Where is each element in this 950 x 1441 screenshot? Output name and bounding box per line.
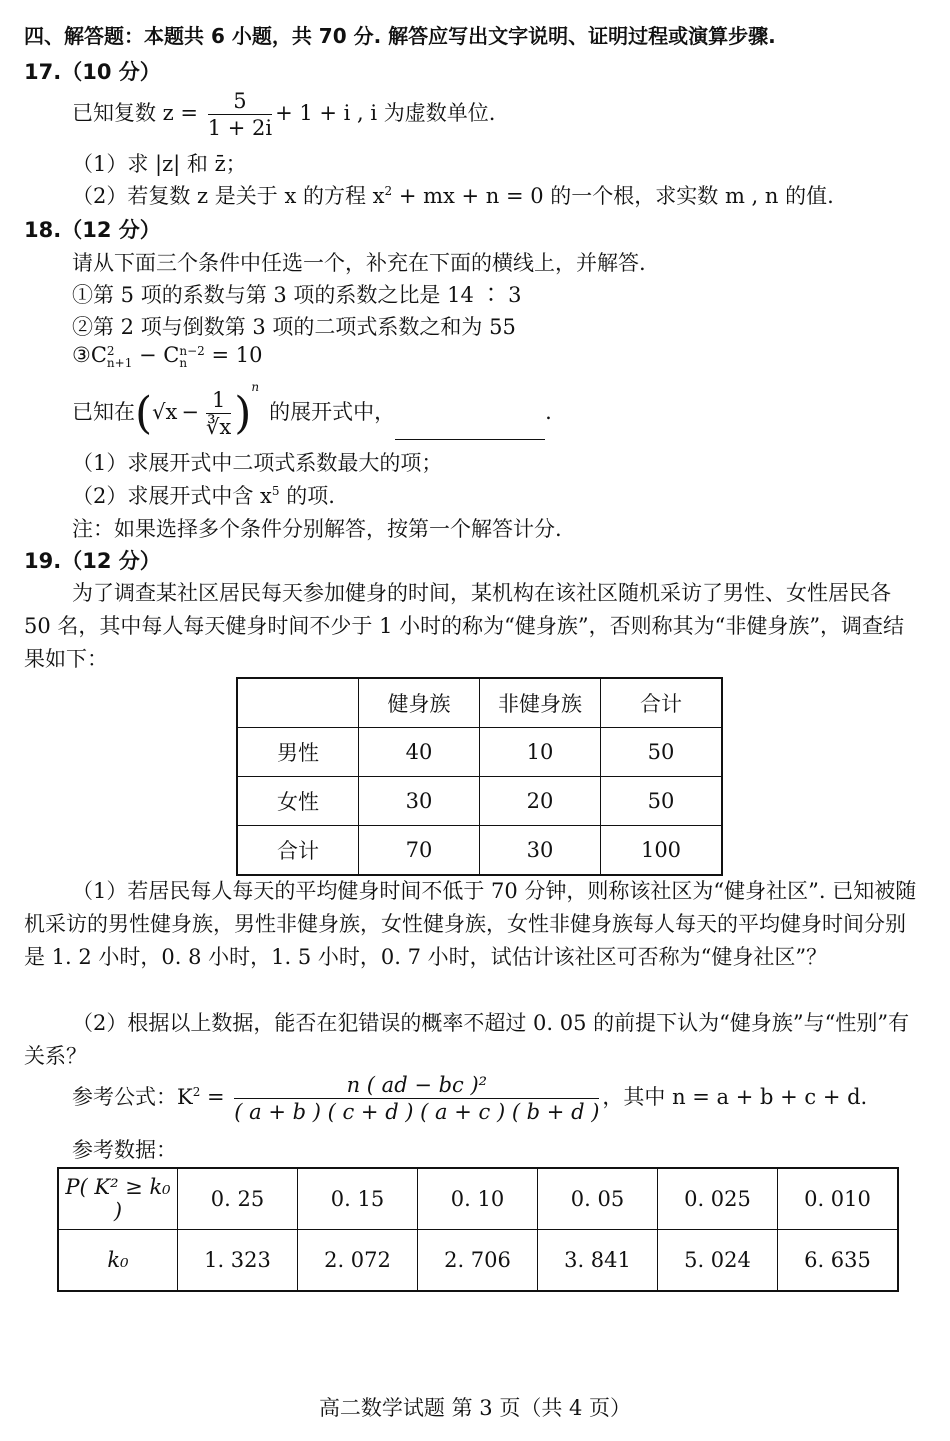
q18-given-frac-den: ∛x xyxy=(206,415,232,439)
table-cell: 20 xyxy=(480,777,601,826)
table-row xyxy=(237,728,722,777)
table-cell: 50 xyxy=(601,728,723,777)
q19-formula xyxy=(72,1072,867,1125)
table-cell: 1. 323 xyxy=(178,1230,298,1292)
q17-fraction xyxy=(208,88,272,141)
table-cell: 2. 706 xyxy=(418,1230,538,1292)
q19-formula-eq: = xyxy=(200,1085,232,1109)
table-cell: 40 xyxy=(359,728,480,777)
q17-part2-suffix: + mx + n = 0 的一个根，求实数 m , n 的值. xyxy=(392,184,834,208)
q19-part2: （2）根据以上数据，能否在犯错误的概率不超过 0. 05 的前提下认为“健身族”与“性别”有关系？ xyxy=(24,1011,910,1068)
q18-given-end: . xyxy=(545,400,552,424)
chi-square-table xyxy=(57,1167,899,1292)
table-cell: 100 xyxy=(601,826,723,876)
table-cell xyxy=(237,678,359,728)
q18-cond3-sub2: n xyxy=(179,355,188,370)
q18-given-prefix: 已知在 xyxy=(72,400,135,424)
q18-cond3-sup1: 2 xyxy=(106,343,115,358)
table-row xyxy=(237,826,722,876)
q18-cond3-sub1: n+1 xyxy=(106,355,133,370)
q19-formula-prefix: 参考公式：K xyxy=(72,1085,193,1109)
q18-cond2: ②第 2 项与倒数第 3 项的二项式系数之和为 55 xyxy=(72,315,516,339)
q18-cond3-prefix: ③C xyxy=(72,343,107,367)
table-cell: 合计 xyxy=(237,826,359,876)
q17-intro xyxy=(72,88,495,141)
table-cell: 5. 024 xyxy=(658,1230,778,1292)
q18-given-minus: − xyxy=(181,400,200,424)
table-cell: 30 xyxy=(359,777,480,826)
section-heading: 四、解答题：本题共 6 小题，共 70 分. 解答应写出文字说明、证明过程或演算步骤. xyxy=(24,24,776,48)
table-cell: 70 xyxy=(359,826,480,876)
table-header: 合计 xyxy=(601,678,723,728)
fitness-survey-table xyxy=(236,677,723,876)
q18-part2-suffix: 的项. xyxy=(279,484,335,508)
table-cell: 0. 10 xyxy=(418,1168,538,1230)
table-cell: 0. 025 xyxy=(658,1168,778,1230)
table-row xyxy=(58,1230,898,1292)
table-row xyxy=(237,777,722,826)
table-cell: 30 xyxy=(480,826,601,876)
q19-number: 19.（12 分） xyxy=(24,549,161,573)
q18-given-power: n xyxy=(251,380,260,394)
table-cell: 男性 xyxy=(237,728,359,777)
q18-given-frac-num: 1 xyxy=(206,387,231,414)
q17-part1: （1）求 |z| 和 z̄； xyxy=(72,152,247,176)
q17-intro-suffix: + 1 + i , i 为虚数单位. xyxy=(275,101,496,125)
table-cell: 2. 072 xyxy=(298,1230,418,1292)
right-paren-icon: ) xyxy=(234,388,252,439)
table-row-label: P( K² ≥ k₀ ) xyxy=(58,1168,178,1230)
q18-cond1: ①第 5 项的系数与第 3 项的系数之比是 14 ∶ 3 xyxy=(72,283,522,307)
table-cell: 6. 635 xyxy=(778,1230,899,1292)
q18-note: 注：如果选择多个条件分别解答，按第一个解答计分. xyxy=(72,517,562,541)
q19-part1: （1）若居民每人每天的平均健身时间不低于 70 分钟，则称该社区为“健身社区”. 已知被随机采访的男性健身族，男性非健身族，女性健身族，女性非健身族每人每天的平均健身时间分别是 1. 2 小时，0. 8 小时，1. 5 小时，0. 7 小时，试估计该社区可否称为“健身社区”？ xyxy=(24,879,917,969)
table-cell: 0. 25 xyxy=(178,1168,298,1230)
q18-cond3-mid: − C xyxy=(132,343,180,367)
q19-formula-den: ( a + b ) ( c + d ) ( a + c ) ( b + d ) xyxy=(234,1100,600,1124)
table-cell: 女性 xyxy=(237,777,359,826)
q18-cond3 xyxy=(72,343,262,369)
q19-formula-sup: 2 xyxy=(192,1085,201,1099)
q17-number: 17.（10 分） xyxy=(24,60,161,84)
q19-intro: 为了调查某社区居民每天参加健身的时间，某机构在该社区随机采访了男性、女性居民各 50 名，其中每人每天健身时间不少于 1 小时的称为“健身族”，否则称其为“非健身族”，调查结果如下： xyxy=(24,581,905,671)
table-cell: 50 xyxy=(601,777,723,826)
table-row xyxy=(58,1168,898,1230)
q18-intro: 请从下面三个条件中任选一个，补充在下面的横线上，并解答. xyxy=(72,251,646,275)
q18-cond3-sup2: n−2 xyxy=(179,343,205,358)
table-row-label: k₀ xyxy=(58,1230,178,1292)
q17-frac-num: 5 xyxy=(208,88,272,115)
q18-number: 18.（12 分） xyxy=(24,218,161,242)
q19-formula-num: n ( ad − bc )² xyxy=(234,1072,599,1099)
q19-ref-data-label: 参考数据： xyxy=(72,1138,177,1162)
q18-given-sqrt: √x xyxy=(152,400,178,424)
answer-blank xyxy=(395,417,545,440)
q17-part2-sup: 2 xyxy=(384,184,393,198)
q18-part1: （1）求展开式中二项式系数最大的项； xyxy=(72,451,443,475)
page-footer: 高二数学试题 第 3 页（共 4 页） xyxy=(318,1396,632,1420)
q18-given xyxy=(72,380,552,440)
q18-part2-prefix: （2）求展开式中含 x xyxy=(72,484,272,508)
q17-intro-prefix: 已知复数 z = xyxy=(72,101,205,125)
q19-formula-suffix: ，其中 n = a + b + c + d. xyxy=(602,1085,868,1109)
table-cell: 3. 841 xyxy=(538,1230,658,1292)
q17-part2 xyxy=(72,180,834,210)
q18-cond3-suffix: = 10 xyxy=(204,343,263,367)
table-header: 非健身族 xyxy=(480,678,601,728)
q17-part2-prefix: （2）若复数 z 是关于 x 的方程 x xyxy=(72,184,385,208)
table-header: 健身族 xyxy=(359,678,480,728)
table-header-row xyxy=(237,678,722,728)
table-cell: 0. 05 xyxy=(538,1168,658,1230)
q18-given-suffix: 的展开式中， xyxy=(269,400,396,424)
q19-formula-fraction xyxy=(234,1072,599,1125)
left-paren-icon: ( xyxy=(135,388,153,439)
table-cell: 0. 15 xyxy=(298,1168,418,1230)
q17-frac-den: 1 + 2i xyxy=(207,116,273,140)
q18-part2 xyxy=(72,480,335,510)
table-cell: 0. 010 xyxy=(778,1168,899,1230)
table-cell: 10 xyxy=(480,728,601,777)
q18-part2-sup: 5 xyxy=(271,484,280,498)
q18-given-fraction xyxy=(206,387,231,440)
